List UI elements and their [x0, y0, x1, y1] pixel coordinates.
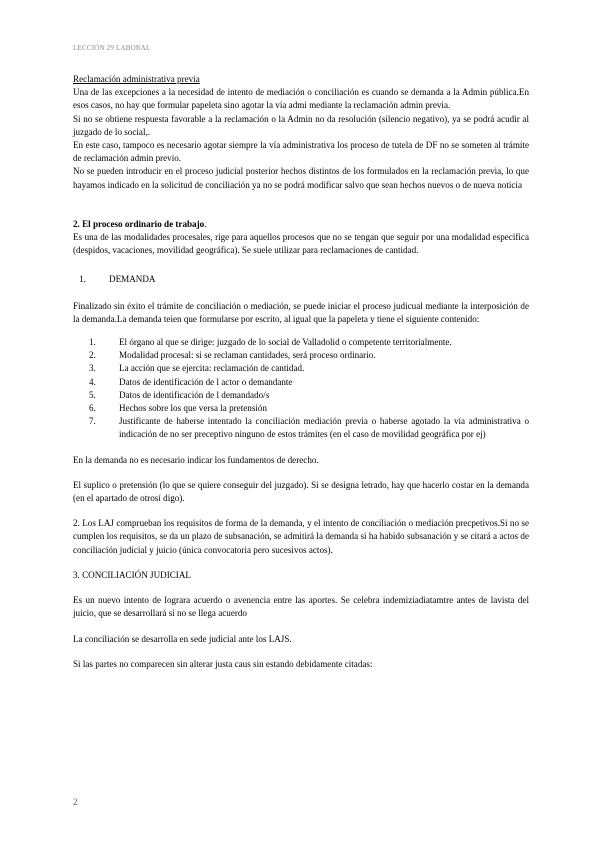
- section2-heading: [73, 218, 529, 231]
- running-header: LECCIÓN 29 LABORAL: [73, 44, 151, 52]
- list-item-number: 2.: [89, 350, 96, 361]
- list-item: [73, 349, 529, 362]
- demanda-heading: [73, 273, 529, 286]
- section3-title: 3. CONCILIACIÓN JUDICIAL: [73, 569, 191, 580]
- list-item: [73, 376, 529, 389]
- list-item: [73, 402, 529, 415]
- demanda-intro: Finalizado sin éxito el trámite de conciliación o mediación, se puede iniciar el proceso judicual mediante la interposición de la demanda.La demanda teien que formularse por escrito, al igual que la papeleta y tiene el siguiente contenido:: [73, 300, 529, 324]
- list-item: [73, 362, 529, 375]
- section1-paragraph: En este caso, tampoco es necesario agotar siempre la vía administrativa los proceso de tutela de DF no se someten al trámite de reclamación admin previo.: [73, 140, 529, 164]
- list-item: [73, 336, 529, 349]
- list-item-number: 5.: [89, 389, 96, 400]
- list-item-number: 4.: [89, 376, 96, 387]
- demanda-content-list: [73, 336, 529, 442]
- section2-paragraph: Es una de las modalidades procesales, rige para aquellos procesos que no se tengan que seguir por una modalidad específica (despidos, vacaciones, movilidad geográfica). Se suele utilizar para reclamaciones de cantidad.: [73, 232, 529, 256]
- section2-title: . El proceso ordinario de trabajo: [77, 218, 205, 229]
- demanda-laj: 2. Los LAJ comprueban los requisitos de forma de la demanda, y el intento de conciliación o mediación precpetivos.Si no se cumplen los requisitos, se da un plazo de subsanación, se admitirá la demanda si ha habido subsanación y se citará a actos de conciliación judicial y juicio (única convocatoria pero sucesivos actos).: [73, 518, 529, 555]
- section1-paragraph: No se pueden introducir en el proceso judicial posterior hechos distintos de los formulados en la reclamación previa, lo que hayamos indicado en la solicitud de conciliación ya no se podrá modificar salvo que sean hechos nuevos o de nueva noticia: [73, 166, 529, 190]
- demanda-title: DEMANDA: [109, 274, 156, 285]
- section2-number: 2: [73, 218, 78, 229]
- list-item-text: La acción que se ejercita: reclamación de cantidad.: [119, 363, 305, 374]
- page-content: [73, 73, 529, 671]
- section1-paragraph: Una de las excepciones a la necesidad de intento de mediación o conciliación es cuando se demanda a la Admin pública.En esos casos, no hay que formular papeleta sino agotar la vía admi mediante la reclamación admin previa.: [73, 87, 529, 111]
- list-item-text: Datos de identificación de l actor o demandante: [119, 376, 293, 387]
- list-item: [73, 389, 529, 402]
- section1-title: Reclamación administrativa previa: [73, 74, 200, 84]
- page-number: 2: [73, 797, 78, 807]
- section3-paragraph: Si las partes no comparecen sin alterar justa caus sin estando debidamente citadas:: [73, 658, 373, 669]
- section3-paragraph: Es un nuevo intento de lograra acuerdo o avenencia entre las aportes. Se celebra indemiziadiatamtre antes de lavista del juicio, que se desarrollará si no se llega acuerdo: [73, 595, 529, 619]
- list-item-number: 3.: [89, 363, 96, 374]
- list-item-text: Hechos sobre los que versa la pretensión: [119, 403, 267, 414]
- section1-paragraph: Si no se obtiene respuesta favorable a la reclamación o la Admin no da resolución (silencio negativo), ya se podrá acudir al juzgado de lo social,.: [73, 113, 529, 137]
- list-item: [73, 415, 529, 441]
- list-item-text: Modalidad procesal: si se reclaman cantidades, será proceso ordinario.: [119, 350, 376, 361]
- demanda-suplico: El suplico o pretensión (lo que se quiere conseguir del juzgado). Si se designa letrado, hay que hacerlo costar en la demanda (en el apartado de otrosí digo).: [73, 479, 529, 504]
- list-item-text: Datos de identificación de l demandado/s: [119, 389, 270, 400]
- list-item-text: El órgano al que se dirige: juzgado de lo social de Valladolid o competente territorialmente.: [119, 337, 452, 348]
- demanda-number: 1.: [79, 274, 86, 285]
- section3-paragraph: La conciliación se desarrolla en sede judicial ante los LAJS.: [73, 633, 292, 644]
- list-item-number: 6.: [89, 403, 96, 414]
- section2-title-end: .: [204, 218, 207, 229]
- list-item-number: 7.: [89, 416, 96, 427]
- list-item-number: 1.: [89, 337, 96, 348]
- list-item-text: Justificante de haberse intentado la conciliación mediación previa o haberse agotado la vía administrativa o indicación de no ser preceptivo ninguno de estos trámites (en el caso de movilidad geográfica por ej): [119, 416, 529, 440]
- demanda-fundamentos: En la demanda no es necesario indicar los fundamentos de derecho.: [73, 454, 319, 465]
